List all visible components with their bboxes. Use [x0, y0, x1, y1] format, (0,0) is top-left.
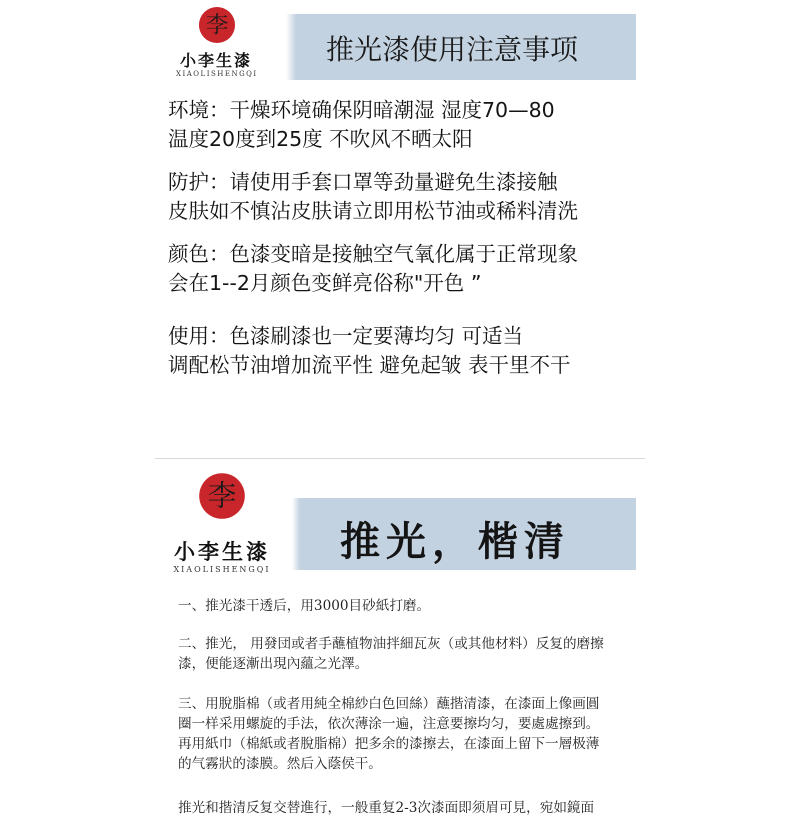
brand-logo-bottom	[170, 472, 274, 584]
note-line: 防护：请使用手套口罩等劲量避免生漆接触	[168, 170, 558, 194]
polishing-steps	[178, 596, 638, 818]
step-line: 三、用脫脂棉（或者用純全棉紗白色回絲）蘸揩清漆，在漆面上像画圓	[178, 696, 600, 712]
step-2	[178, 634, 638, 674]
step-line: 再用紙巾（棉紙或者脫脂棉）把多余的漆擦去，在漆面上留下一層极薄	[178, 736, 600, 752]
note-line: 温度20度到25度 不吹风不晒太阳	[168, 127, 473, 151]
step-line: 漆，便能逐漸出現內蘊之光澤。	[178, 656, 369, 672]
brand-name: 小李生漆	[179, 51, 252, 70]
note-line: 环境：干燥环境确保阴暗潮湿 湿度70—80	[168, 98, 555, 122]
seal-icon	[198, 472, 246, 520]
note-line: 颜色：色漆变暗是接触空气氧化属于正常现象	[168, 242, 578, 266]
svg-text:李: 李	[207, 478, 237, 513]
note-usage	[168, 322, 648, 380]
note-line: 调配松节油增加流平性 避免起皱 表干里不干	[168, 353, 571, 377]
step-1	[178, 596, 638, 616]
step-line: 的气霧狀的漆膜。然后入蔭侯干。	[178, 756, 382, 772]
section-title: 推光，楷清	[340, 518, 570, 565]
svg-text:李: 李	[205, 12, 229, 39]
section-divider	[155, 458, 645, 459]
step-line: 二、推光， 用發団或者手蘸植物油拌細瓦灰（或其他材料）反复的磨擦	[178, 636, 604, 652]
note-protection	[168, 168, 648, 226]
step-3	[178, 694, 638, 774]
section-title: 推光漆使用注意事项	[326, 33, 579, 66]
section-title-banner	[296, 14, 636, 80]
brand-name-en: XIAOLISHENGQI	[173, 565, 271, 574]
step-summary	[178, 798, 638, 818]
step-line: 推光和揩清反复交替進行，一般重复2-3次漆面即须眉可見，宛如鏡面	[178, 800, 595, 816]
section-title-banner	[300, 498, 636, 570]
note-line: 皮肤如不慎沾皮肤请立即用松节油或稀料清洗	[168, 199, 578, 223]
usage-notes	[168, 96, 648, 394]
step-line: 圈一样采用螺旋的手法，依次薄涂一遍，注意要擦均匀，要處處擦到。	[178, 716, 600, 732]
note-environment	[168, 96, 648, 154]
step-line: 一、推光漆干透后，用3000目砂紙打磨。	[178, 598, 431, 614]
brand-name: 小李生漆	[174, 539, 270, 564]
brand-logo-top	[176, 6, 256, 92]
note-line: 使用：色漆刷漆也一定要薄均匀 可适当	[168, 324, 524, 348]
note-color	[168, 240, 648, 298]
note-line: 会在1--2月颜色变鲜亮俗称"开色 ”	[168, 271, 482, 295]
seal-icon	[198, 6, 236, 44]
brand-name-en: XIAOLISHENGQI	[176, 70, 258, 78]
